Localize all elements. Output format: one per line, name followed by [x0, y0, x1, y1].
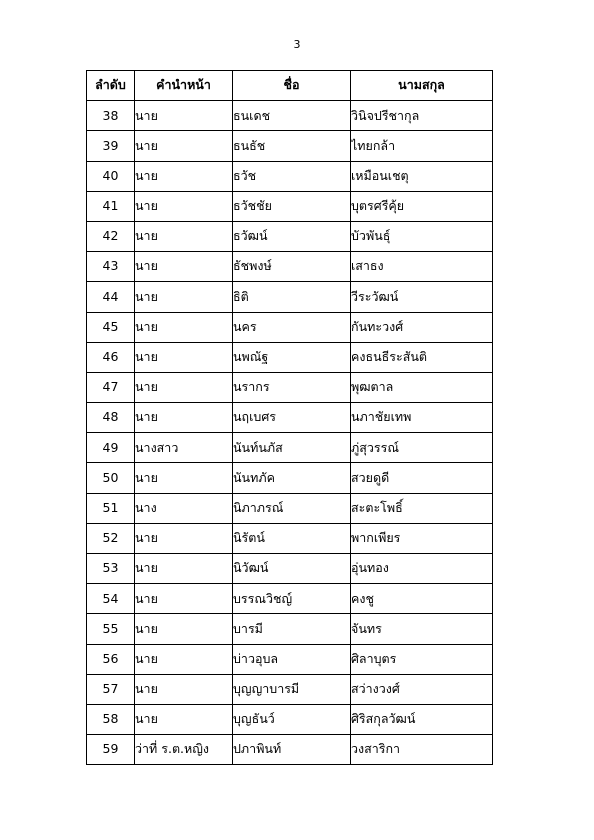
row-name: ธิติ [233, 282, 351, 312]
table-row [87, 252, 493, 282]
row-title: นาย [135, 342, 233, 372]
row-surname: เสาธง [351, 252, 493, 282]
row-no: 50 [87, 463, 135, 493]
row-no: 54 [87, 584, 135, 614]
table-row [87, 554, 493, 584]
row-title: นาย [135, 312, 233, 342]
row-name: ธนเดช [233, 101, 351, 131]
row-no: 49 [87, 433, 135, 463]
row-title: นาย [135, 704, 233, 734]
row-title: นาย [135, 161, 233, 191]
row-name: ธวัฒน์ [233, 221, 351, 251]
row-no: 45 [87, 312, 135, 342]
row-name: นิรัตน์ [233, 523, 351, 553]
header-no: ลำดับ [87, 71, 135, 101]
row-title: ว่าที่ ร.ต.หญิง [135, 735, 233, 765]
row-title: นาง [135, 493, 233, 523]
table-row [87, 131, 493, 161]
table-row [87, 704, 493, 734]
row-no: 58 [87, 704, 135, 734]
row-name: บารมี [233, 614, 351, 644]
row-title: นาย [135, 282, 233, 312]
row-no: 41 [87, 191, 135, 221]
row-surname: วินิจปรีชากุล [351, 101, 493, 131]
row-name: นิภาภรณ์ [233, 493, 351, 523]
table-row [87, 372, 493, 402]
row-no: 39 [87, 131, 135, 161]
row-name: นันทภัค [233, 463, 351, 493]
row-surname: วงสาริกา [351, 735, 493, 765]
table-row [87, 493, 493, 523]
row-no: 59 [87, 735, 135, 765]
row-title: นาย [135, 674, 233, 704]
table-row [87, 463, 493, 493]
row-no: 46 [87, 342, 135, 372]
row-no: 57 [87, 674, 135, 704]
row-name: นิวัฒน์ [233, 554, 351, 584]
row-surname: กันทะวงศ์ [351, 312, 493, 342]
table-row [87, 342, 493, 372]
table-row [87, 523, 493, 553]
row-name: ธัชพงษ์ [233, 252, 351, 282]
row-title: นาย [135, 252, 233, 282]
table-row [87, 282, 493, 312]
row-title: นาย [135, 644, 233, 674]
row-no: 42 [87, 221, 135, 251]
row-name: บุญธันว์ [233, 704, 351, 734]
row-name: นรากร [233, 372, 351, 402]
table-row [87, 101, 493, 131]
row-surname: ศิลาบุตร [351, 644, 493, 674]
row-surname: นภาชัยเทพ [351, 403, 493, 433]
table-header-row [87, 71, 493, 101]
row-surname: อุ่นทอง [351, 554, 493, 584]
table-row [87, 312, 493, 342]
row-name: บ่าวอุบล [233, 644, 351, 674]
row-surname: สวยดูดี [351, 463, 493, 493]
row-name: ธวัช [233, 161, 351, 191]
row-title: นาย [135, 554, 233, 584]
table-row [87, 584, 493, 614]
table-row [87, 191, 493, 221]
row-title: นาย [135, 463, 233, 493]
row-surname: จันทร [351, 614, 493, 644]
table-row [87, 614, 493, 644]
name-list-table [86, 70, 493, 765]
row-no: 38 [87, 101, 135, 131]
row-surname: บุตรศรีคุ้ย [351, 191, 493, 221]
table-row [87, 221, 493, 251]
table-row [87, 644, 493, 674]
row-title: นาย [135, 221, 233, 251]
page-number: 3 [293, 38, 301, 51]
table-row [87, 674, 493, 704]
row-no: 47 [87, 372, 135, 402]
row-no: 40 [87, 161, 135, 191]
row-no: 55 [87, 614, 135, 644]
row-name: บรรณวิชญ์ [233, 584, 351, 614]
row-surname: บัวพันธุ์ [351, 221, 493, 251]
row-title: นาย [135, 191, 233, 221]
row-surname: วีระวัฒน์ [351, 282, 493, 312]
row-title: นาย [135, 614, 233, 644]
table-row [87, 735, 493, 765]
row-surname: สะตะโพธิ์ [351, 493, 493, 523]
row-name: นันท์นภัส [233, 433, 351, 463]
row-name: นฤเบศร [233, 403, 351, 433]
row-name: ธวัชชัย [233, 191, 351, 221]
row-no: 53 [87, 554, 135, 584]
row-no: 56 [87, 644, 135, 674]
row-title: นาย [135, 584, 233, 614]
row-surname: ภู่สุวรรณ์ [351, 433, 493, 463]
row-name: นพณัฐ [233, 342, 351, 372]
row-surname: คงชู [351, 584, 493, 614]
row-title: นาย [135, 101, 233, 131]
row-no: 43 [87, 252, 135, 282]
row-surname: ศิริสกุลวัฒน์ [351, 704, 493, 734]
row-surname: ไทยกล้า [351, 131, 493, 161]
table-row [87, 433, 493, 463]
row-surname: สว่างวงศ์ [351, 674, 493, 704]
row-name: บุญญาบารมี [233, 674, 351, 704]
row-title: นาย [135, 372, 233, 402]
table-row [87, 403, 493, 433]
row-surname: เหมือนเชตุ [351, 161, 493, 191]
header-title: คำนำหน้า [135, 71, 233, 101]
row-surname: พากเพียร [351, 523, 493, 553]
row-surname: พุฒตาล [351, 372, 493, 402]
row-no: 52 [87, 523, 135, 553]
row-name: ธนธัช [233, 131, 351, 161]
header-surname: นามสกุล [351, 71, 493, 101]
row-name: ปภาพินท์ [233, 735, 351, 765]
header-name: ชื่อ [233, 71, 351, 101]
row-title: นาย [135, 131, 233, 161]
row-surname: คงธนธีระสันติ [351, 342, 493, 372]
row-name: นคร [233, 312, 351, 342]
row-no: 48 [87, 403, 135, 433]
row-no: 44 [87, 282, 135, 312]
row-no: 51 [87, 493, 135, 523]
row-title: นางสาว [135, 433, 233, 463]
table-row [87, 161, 493, 191]
row-title: นาย [135, 523, 233, 553]
row-title: นาย [135, 403, 233, 433]
